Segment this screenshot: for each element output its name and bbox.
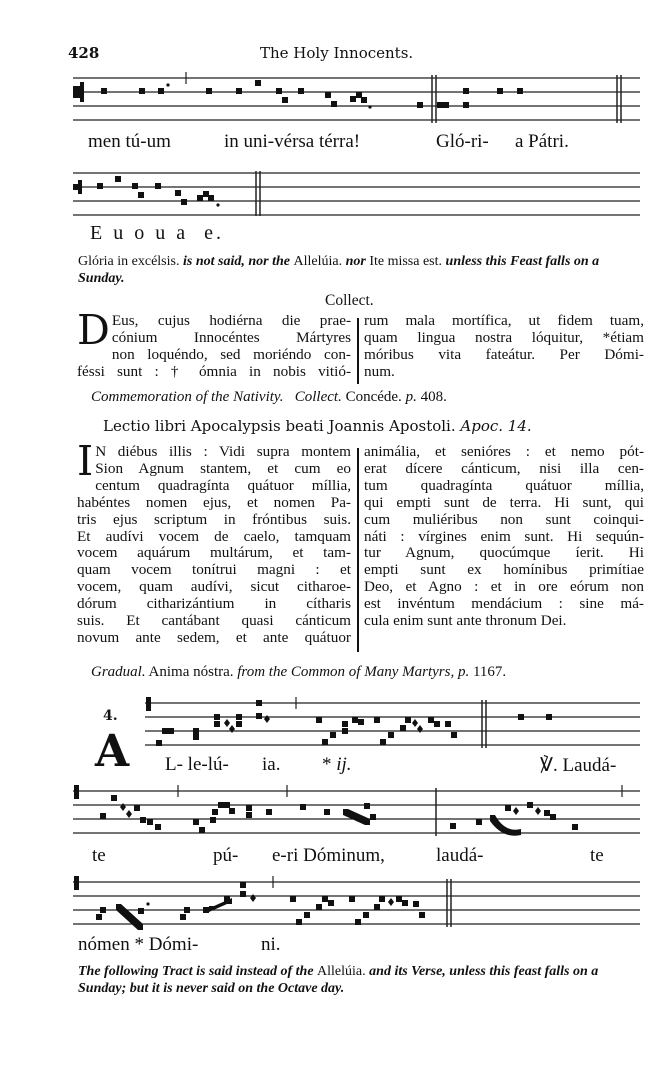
text-line: dórum citharizántium in cítharis	[77, 595, 351, 613]
text-line: novum ante sedem, et ante quátuor	[77, 628, 351, 646]
text-line: tur Agnum, quocúmque íerit. Hi	[364, 544, 644, 562]
page-ref: 408.	[420, 389, 447, 405]
lectio-reference: Apoc. 14.	[460, 417, 532, 435]
lectio-title: Lectio libri Apocalypsis beati Joannis Apostoli.	[103, 417, 456, 435]
text-line: vocem aquárum multárum, et tam-	[77, 544, 351, 562]
lyric: L- le-lú-	[165, 754, 229, 775]
page-ref: 1167.	[472, 664, 507, 680]
rubric-text: Ite missa est.	[369, 254, 443, 269]
text-line: non loquéndo, sed moriéndo con-	[111, 345, 351, 363]
lyric-asterisk	[322, 754, 352, 776]
rubric-text: Glória in excélsis.	[78, 254, 180, 269]
neumes	[74, 785, 578, 836]
text-line: animália, et senióres : et nemo pót-	[364, 443, 644, 460]
rubric-italic: and its Verse, unless this feast falls on a Sunday; but it is never said on the Octave day.	[78, 964, 599, 996]
lyric: te	[590, 845, 604, 866]
rubric-text: Allelúia.	[317, 964, 366, 979]
lyric: ni.	[261, 934, 281, 955]
rubric-italic: unless this Feast falls on a Sunday.	[78, 254, 600, 286]
initial-letter: A	[95, 726, 130, 777]
text-line: vocem, quam audívi, sicut citharoe-	[77, 578, 351, 596]
text-line: quam lingua nostra lóquitur, *étiam	[364, 328, 644, 346]
lyric: E u o u a e.	[90, 222, 224, 244]
column-divider	[357, 318, 359, 384]
text-line: centum quadragínta quátuor míllia,	[95, 476, 351, 494]
page-number: 428	[68, 44, 100, 62]
lyric: te	[92, 845, 106, 866]
neumes	[74, 876, 425, 930]
lyric: nómen * Dómi-	[78, 934, 199, 955]
chant-staff-5	[0, 874, 663, 934]
text-line: cónium Innocéntes Mártyres	[111, 328, 351, 346]
neumes	[73, 176, 220, 207]
text-line: tris ejus scriptum in fróntibus suis.	[77, 510, 351, 528]
lectio-left-column	[77, 437, 351, 647]
rubric-italic: The following Tract is said instead of the	[78, 964, 318, 979]
commemoration-label: Commemoration of the Nativity.	[91, 389, 284, 405]
lyric: men tú-um	[88, 131, 171, 152]
repeat-mark: ij.	[336, 754, 352, 775]
rubric-gloria	[78, 253, 644, 287]
text-line: quam vocem tonítrui magni : et	[77, 561, 351, 579]
lyric: a Pátri.	[515, 131, 569, 152]
column-divider	[357, 448, 359, 652]
rubric-italic: nor	[342, 254, 370, 269]
lectio-right-column	[364, 444, 644, 630]
text-line: náti : vírgines enim sunt. Hi sequún-	[364, 527, 644, 545]
lyric: Gló-ri-	[436, 131, 489, 152]
text-line: num.	[364, 362, 395, 380]
rubric-text: Allelúia.	[293, 254, 343, 269]
collect-left-column	[77, 306, 351, 381]
lyric: ℣. Laudá-	[540, 755, 617, 776]
lyric: pú-	[213, 845, 239, 866]
neumes	[73, 80, 523, 109]
text-line: cula enim sunt ante thronum Dei.	[364, 612, 567, 630]
asterisk: *	[322, 754, 337, 775]
collect-right-column	[364, 313, 644, 381]
lectio-heading	[103, 417, 532, 435]
gradual-incipit: Anima nóstra.	[148, 664, 234, 680]
text-line: suis. Et cantábant quasi cánticum	[77, 612, 351, 630]
text-line: empti sunt ex homínibus primítiae	[364, 561, 644, 579]
text-line: qui empti sunt de terra. Hi sunt, qui	[364, 493, 644, 511]
collect-heading: Collect.	[325, 292, 374, 309]
text-line: Eus, cujus hodiérna die prae-	[111, 312, 351, 329]
lyric: in uni-vérsa térra!	[224, 131, 361, 152]
lyric: laudá-	[436, 845, 484, 866]
running-title: The Holy Innocents.	[260, 44, 414, 62]
lyric: e-ri Dóminum,	[272, 845, 385, 866]
text-line: est invéntum mendácium : sine má-	[364, 595, 644, 613]
gradual-source: from the Common of Many Martyrs, p.	[237, 664, 470, 680]
mode-number: 4.	[103, 708, 118, 724]
rubric-tract	[78, 963, 646, 997]
gradual-label: Gradual.	[91, 664, 146, 680]
drop-cap: D	[77, 306, 110, 354]
neumes	[146, 697, 552, 746]
drop-cap: I	[77, 437, 94, 485]
text-line: cum muliéribus non sunt coinqui-	[364, 510, 644, 528]
collect-label: Collect.	[294, 389, 342, 405]
chant-staff-4	[0, 783, 663, 843]
page-prefix: p.	[405, 389, 417, 405]
text-line: habéntes nomen ejus, et nomen Pa-	[77, 493, 351, 511]
text-line: Et audívi vocem de caelo, tamquam	[77, 527, 351, 545]
chant-staff-3	[0, 695, 663, 755]
rubric-italic: is not said, nor the	[179, 254, 294, 269]
text-line: móribus vita fateátur. Per Dómi-	[364, 345, 644, 363]
text-line: féssi sunt : † ómnia in nobis vitió-	[77, 362, 351, 380]
text-line: Deo, et Agno : et in ore eórum non	[364, 578, 644, 596]
text-line: rum mala mortífica, ut fidem tuam,	[364, 312, 644, 329]
collect-incipit: Concéde.	[345, 389, 402, 405]
text-line: N diébus illis : Vidi supra montem	[95, 443, 351, 460]
lyric: ia.	[262, 754, 281, 775]
commemoration-line	[91, 389, 447, 406]
chant-staff-1	[0, 70, 663, 130]
text-line: erat dícere cánticum, nisi illa cen-	[364, 459, 644, 477]
gradual-line	[91, 664, 506, 681]
text-line: Sion Agnum stantem, et cum eo	[95, 459, 351, 477]
chant-staff-2	[0, 168, 663, 218]
text-line: tum quadragínta quátuor míllia,	[364, 476, 644, 494]
